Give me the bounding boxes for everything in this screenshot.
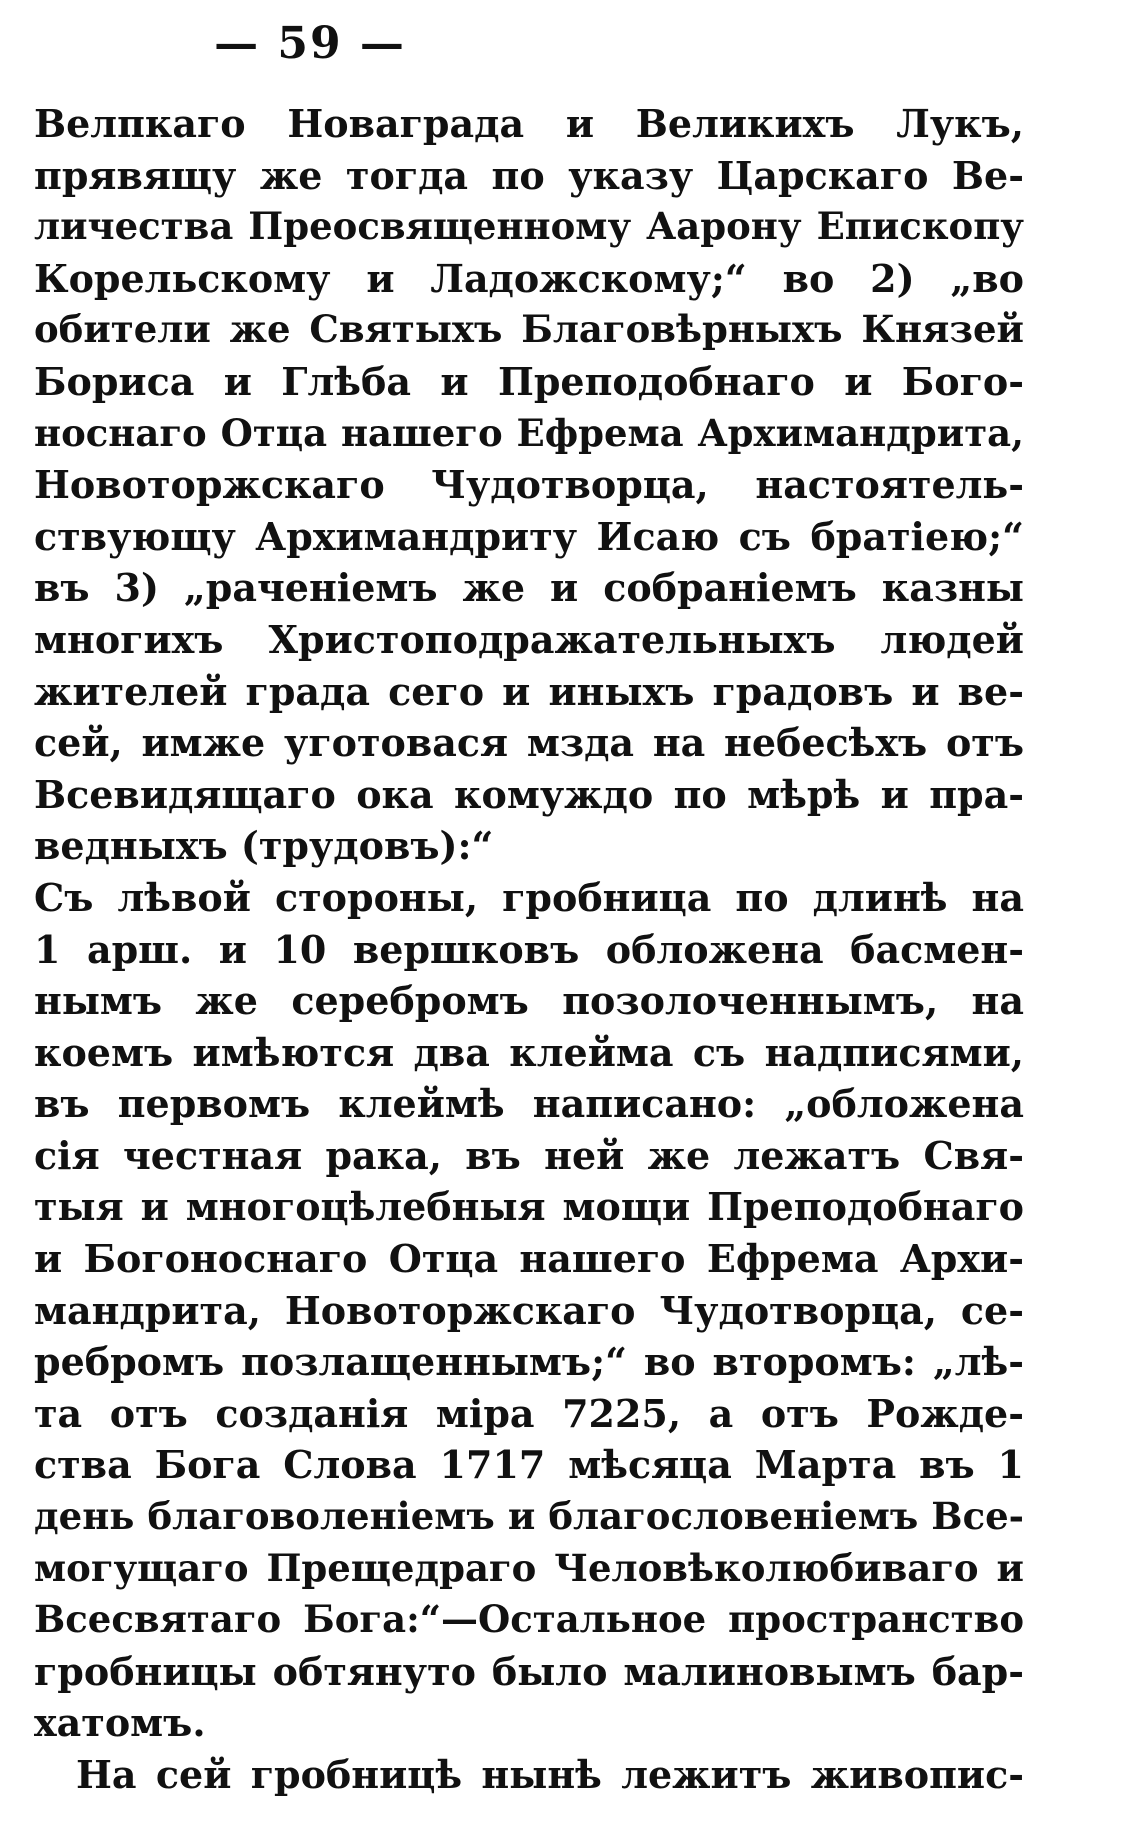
text-line: въ первомъ клеймѣ написано: „обложена: [34, 1081, 1024, 1127]
text-line: прявящу же тогда по указу Царскаго Ве-: [34, 152, 1024, 198]
text-line: коемъ имѣются два клейма съ надписями,: [34, 1029, 1024, 1075]
page-number: — 59 —: [214, 18, 406, 69]
text-line: и Богоноснаго Отца нашего Ефрема Архи-: [34, 1236, 1024, 1282]
text-line: ствующу Архимандриту Исаю съ братiею;“: [34, 513, 1024, 559]
text-line: обители же Святыхъ Благовѣрныхъ Князей: [34, 307, 1024, 352]
text-line: Новоторжскаго Чудотворца, настоятель-: [34, 462, 1024, 508]
text-line: ведныхъ (трудовъ):“: [34, 823, 494, 869]
text-line: личества Преосвященному Аарону Епископу: [34, 204, 1024, 249]
body-text: [34, 98, 1024, 1801]
text-line: жителей града сего и иныхъ градовъ и ве-: [34, 668, 1024, 714]
text-line: гробницы обтянуто было малиновымъ бар-: [34, 1648, 1024, 1694]
text-line: Бориса и Глѣба и Преподобнаго и Бого-: [34, 358, 1024, 404]
text-line: хатомъ.: [34, 1700, 206, 1746]
text-line: Всевидящаго ока комуждо по мѣрѣ и пра-: [34, 771, 1024, 817]
text-line: ства Бога Слова 1717 мѣсяца Марта въ 1: [34, 1442, 1024, 1488]
text-line: Всесвятаго Бога:“—Остальное пространство: [34, 1597, 1024, 1642]
text-line: Съ лѣвой стороны, гробница по длинѣ на: [34, 874, 1024, 920]
text-line: Корельскому и Ладожскому;“ во 2) „во: [34, 255, 1024, 301]
text-line: день благоволенiемъ и благословенiемъ Все-: [34, 1494, 1024, 1539]
text-line: сiя честная рака, въ ней же лежатъ Свя-: [34, 1132, 1024, 1178]
text-line: въ 3) „раченiемъ же и собранiемъ казны: [34, 565, 1024, 611]
text-line: носнаго Отца нашего Ефрема Архимандрита,: [34, 410, 1024, 455]
text-line: Велпкаго Новаграда и Великихъ Лукъ,: [34, 101, 1024, 146]
text-line: многихъ Христоподражательныхъ людей: [34, 616, 1024, 662]
text-line: ребромъ позлащеннымъ;“ во второмъ: „лѣ-: [34, 1339, 1024, 1385]
text-line: тыя и многоцѣлебныя мощи Преподобнаго: [34, 1184, 1024, 1230]
text-line: На сей гробницѣ нынѣ лежитъ живопис-: [76, 1752, 1024, 1797]
text-line: та отъ созданiя мiра 7225, а отъ Рожде-: [34, 1390, 1024, 1436]
text-line: могущаго Прещедраго Человѣколюбиваго и: [34, 1545, 1024, 1590]
text-line: мандрита, Новоторжскаго Чудотворца, се-: [34, 1287, 1024, 1333]
text-line: 1 арш. и 10 вершковъ обложена басмен-: [34, 926, 1024, 972]
text-line: сей, имже уготовася мзда на небесѣхъ отъ: [34, 720, 1024, 766]
text-line: нымъ же серебромъ позолоченнымъ, на: [34, 978, 1024, 1024]
